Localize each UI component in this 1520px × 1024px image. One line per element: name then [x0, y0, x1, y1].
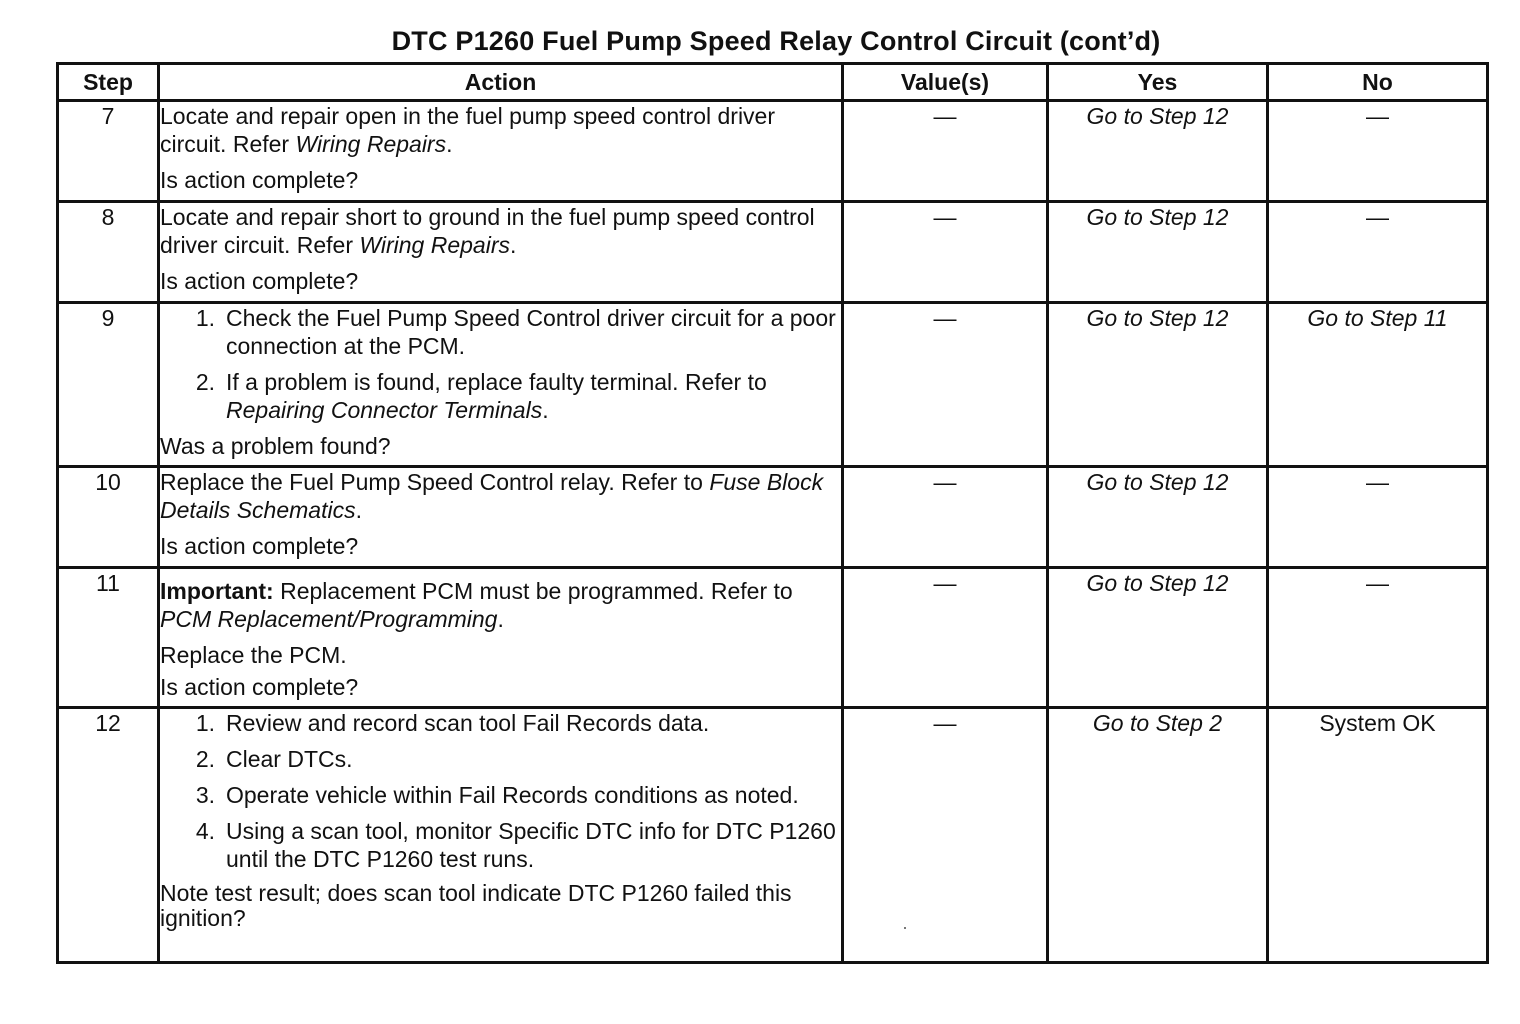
value-dash: —	[933, 710, 957, 736]
numbered-item	[160, 709, 841, 737]
step-number: 8	[58, 202, 159, 303]
diagnostic-table	[56, 62, 1489, 964]
no-dash: —	[1366, 103, 1389, 129]
yes-cell	[1048, 568, 1268, 708]
important-reference: PCM Replacement/Programming	[160, 606, 498, 632]
table-row	[58, 202, 1488, 303]
step-number: 9	[58, 303, 159, 467]
item-number: 3.	[195, 782, 215, 808]
numbered-item	[160, 817, 841, 873]
no-cell	[1268, 202, 1488, 303]
action-text: Replace the PCM.	[160, 642, 347, 668]
no-cell	[1268, 101, 1488, 202]
action-reference: Wiring Repairs	[359, 232, 510, 258]
yes-link: Go to Step 12	[1086, 305, 1229, 331]
value-dash: —	[933, 204, 957, 230]
action-question: Is action complete?	[160, 167, 359, 193]
scan-speck	[904, 927, 906, 929]
item-text: Clear DTCs.	[226, 746, 353, 772]
action-text-part: .	[355, 497, 362, 523]
value-cell	[843, 202, 1048, 303]
yes-link: Go to Step 12	[1086, 103, 1229, 129]
value-cell	[843, 568, 1048, 708]
action-text-part: Locate and repair open in the fuel pump speed control driver circuit. Refer	[160, 103, 776, 157]
header-step: Step	[58, 64, 159, 101]
action-text-part: .	[510, 232, 517, 258]
step-number: 7	[58, 101, 159, 202]
item-text: Using a scan tool, monitor Specific DTC info for DTC P1260 until the DTC P1260 test runs.	[226, 818, 836, 872]
value-cell	[843, 101, 1048, 202]
action-cell	[159, 303, 843, 467]
yes-link: Go to Step 12	[1086, 469, 1229, 495]
yes-link: Go to Step 12	[1086, 570, 1229, 596]
no-dash: —	[1366, 204, 1389, 230]
table-row	[58, 303, 1488, 467]
value-dash: —	[933, 469, 957, 495]
action-question: Is action complete?	[160, 674, 359, 700]
numbered-item	[160, 745, 841, 773]
action-text-part: Locate and repair short to ground in the fuel pump speed control driver circuit. Refer	[160, 204, 815, 258]
item-number: 2.	[195, 369, 215, 395]
step-number: 11	[58, 568, 159, 708]
value-dash: —	[933, 305, 957, 331]
item-text: Check the Fuel Pump Speed Control driver circuit for a poor connection at the PCM.	[226, 305, 836, 359]
action-text-part: .	[446, 131, 453, 157]
item-text-part: If a problem is found, replace faulty terminal. Refer to	[226, 369, 767, 395]
yes-cell	[1048, 467, 1268, 568]
action-question: Is action complete?	[160, 268, 359, 294]
important-label: Important:	[160, 578, 274, 604]
header-values: Value(s)	[843, 64, 1048, 101]
item-number: 1.	[195, 305, 215, 331]
header-action: Action	[159, 64, 843, 101]
item-number: 1.	[195, 710, 215, 736]
no-cell	[1268, 467, 1488, 568]
header-no: No	[1268, 64, 1488, 101]
item-text-part: .	[542, 397, 549, 423]
yes-cell	[1048, 101, 1268, 202]
step-number: 12	[58, 708, 159, 963]
action-text-part: Replace the Fuel Pump Speed Control relay. Refer to	[160, 469, 710, 495]
value-cell	[843, 467, 1048, 568]
action-question: Note test result; does scan tool indicate DTC P1260 failed this ignition?	[160, 880, 792, 931]
no-cell	[1268, 303, 1488, 467]
table-row	[58, 467, 1488, 568]
no-cell	[1268, 568, 1488, 708]
important-note	[160, 577, 841, 633]
action-text	[160, 468, 841, 524]
yes-cell	[1048, 708, 1268, 963]
item-reference: Repairing Connector Terminals	[226, 397, 543, 423]
numbered-item	[160, 304, 841, 360]
no-link: Go to Step 11	[1307, 305, 1448, 331]
yes-link: Go to Step 2	[1092, 710, 1223, 736]
action-text	[160, 102, 841, 158]
step-number: 10	[58, 467, 159, 568]
action-question: Is action complete?	[160, 533, 359, 559]
header-yes: Yes	[1048, 64, 1268, 101]
action-reference: Fuse Block Details Schematics	[160, 469, 824, 523]
table-row	[58, 101, 1488, 202]
value-cell	[843, 708, 1048, 963]
header-row	[58, 64, 1488, 101]
item-text	[226, 368, 841, 424]
no-result: System OK	[1319, 710, 1436, 736]
item-number: 2.	[195, 746, 215, 772]
numbered-item	[160, 368, 841, 424]
action-cell	[159, 101, 843, 202]
yes-cell	[1048, 303, 1268, 467]
yes-cell	[1048, 202, 1268, 303]
value-dash: —	[933, 570, 957, 596]
item-number: 4.	[195, 818, 215, 844]
action-text	[160, 203, 841, 259]
important-text: Replacement PCM must be programmed. Refer to	[273, 578, 793, 604]
action-cell	[159, 708, 843, 963]
table-row	[58, 708, 1488, 963]
value-dash: —	[933, 103, 957, 129]
no-cell	[1268, 708, 1488, 963]
no-dash: —	[1366, 469, 1389, 495]
page-title: DTC P1260 Fuel Pump Speed Relay Control Circuit (cont’d)	[391, 26, 1161, 56]
action-cell	[159, 467, 843, 568]
item-text: Operate vehicle within Fail Records conditions as noted.	[226, 782, 799, 808]
action-reference: Wiring Repairs	[295, 131, 447, 157]
yes-link: Go to Step 12	[1086, 204, 1229, 230]
important-text: .	[497, 606, 504, 632]
value-cell	[843, 303, 1048, 467]
item-text: Review and record scan tool Fail Records data.	[226, 710, 710, 736]
action-question: Was a problem found?	[160, 433, 391, 459]
action-cell	[159, 568, 843, 708]
action-cell	[159, 202, 843, 303]
table-row	[58, 568, 1488, 708]
no-dash: —	[1366, 570, 1389, 596]
numbered-item	[160, 781, 841, 809]
